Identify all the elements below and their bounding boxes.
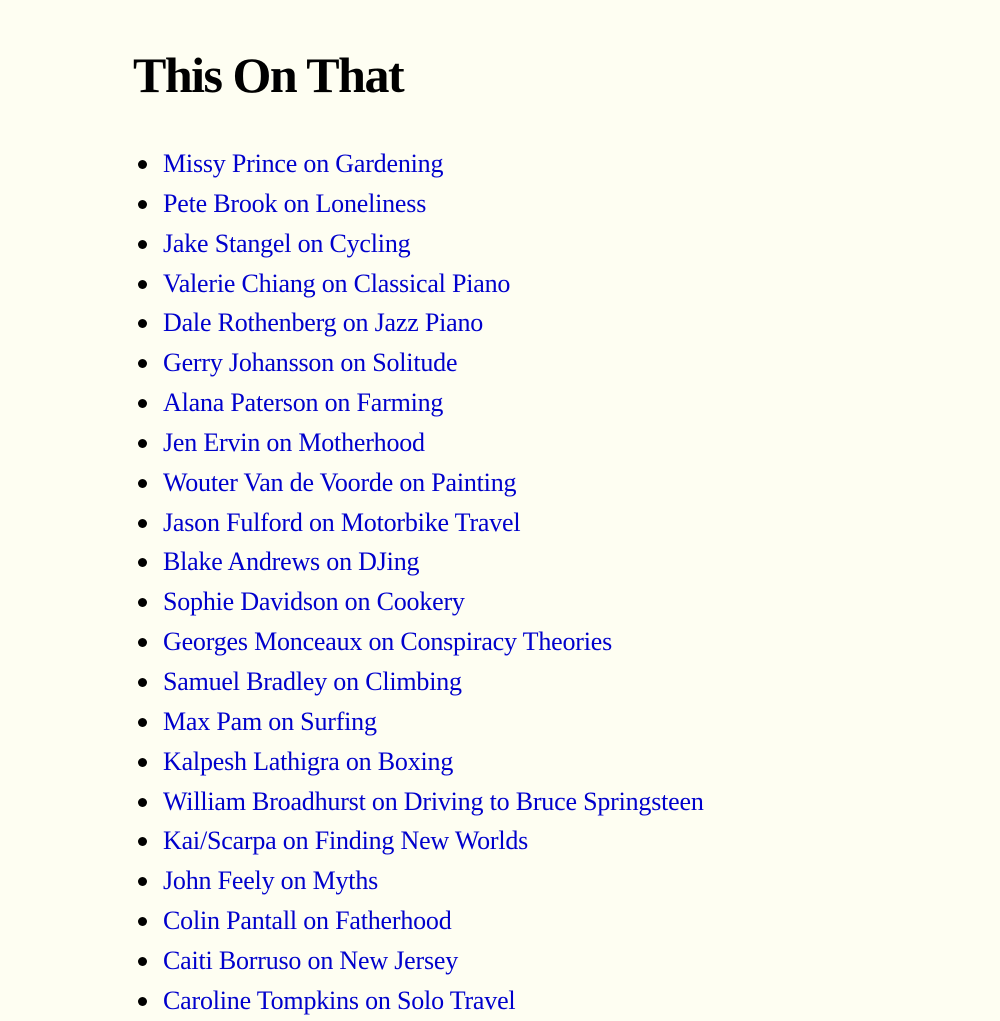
bullet-icon (138, 678, 147, 687)
list-item (163, 224, 704, 264)
bullet-icon (138, 240, 147, 249)
item-link[interactable]: Dale Rothenberg on Jazz Piano (163, 308, 484, 338)
list-item (163, 343, 704, 383)
bullet-icon (138, 917, 147, 926)
item-link[interactable]: John Feely on Myths (163, 866, 379, 896)
page-title: This On That (133, 47, 404, 103)
list-item (163, 742, 704, 782)
list-item (163, 542, 704, 582)
item-link[interactable]: Missy Prince on Gardening (163, 149, 444, 178)
bullet-icon (138, 598, 147, 607)
bullet-icon (138, 359, 147, 368)
list-item (163, 901, 704, 941)
list-item (163, 463, 704, 503)
list-item (163, 622, 704, 662)
list-item (163, 702, 704, 742)
bullet-icon (138, 558, 147, 567)
item-link[interactable]: Wouter Van de Voorde on Painting (163, 467, 517, 497)
list-item (163, 941, 704, 981)
item-link[interactable]: Valerie Chiang on Classical Piano (163, 268, 511, 298)
bullet-icon (138, 877, 147, 886)
bullet-icon (138, 519, 147, 528)
item-link[interactable]: Alana Paterson on Farming (163, 388, 444, 418)
bullet-icon (138, 439, 147, 448)
list-item (163, 184, 704, 224)
list-item (163, 662, 704, 702)
list-item (163, 582, 704, 622)
list-item (163, 383, 704, 423)
link-list (163, 144, 704, 1021)
item-link[interactable]: Caiti Borruso on New Jersey (163, 945, 458, 975)
list-item (163, 821, 704, 861)
bullet-icon (138, 160, 147, 169)
bullet-icon (138, 319, 147, 328)
item-link[interactable]: William Broadhurst on Driving to Bruce Springsteen (163, 786, 704, 816)
list-item (163, 503, 704, 543)
item-link[interactable]: Kalpesh Lathigra on Boxing (163, 746, 454, 776)
item-link[interactable]: Max Pam on Surfing (163, 706, 377, 736)
item-link[interactable]: Pete Brook on Loneliness (163, 188, 427, 218)
bullet-icon (138, 837, 147, 846)
bullet-icon (138, 200, 147, 209)
bullet-icon (138, 718, 147, 727)
list-item (163, 303, 704, 343)
item-link[interactable]: Kai/Scarpa on Finding New Worlds (163, 826, 529, 856)
list-item (163, 423, 704, 463)
item-link[interactable]: Georges Monceaux on Conspiracy Theories (163, 627, 613, 657)
item-link[interactable]: Jen Ervin on Motherhood (163, 427, 425, 457)
list-item (163, 861, 704, 901)
item-link[interactable]: Samuel Bradley on Climbing (163, 666, 462, 696)
list-item (163, 264, 704, 304)
bullet-icon (138, 957, 147, 966)
list-item (163, 144, 704, 184)
list-item (163, 981, 704, 1021)
bullet-icon (138, 638, 147, 647)
bullet-icon (138, 997, 147, 1006)
item-link[interactable]: Caroline Tompkins on Solo Travel (163, 985, 516, 1015)
list-item (163, 782, 704, 822)
item-link[interactable]: Jason Fulford on Motorbike Travel (163, 507, 521, 537)
item-link[interactable]: Jake Stangel on Cycling (163, 228, 411, 258)
bullet-icon (138, 399, 147, 408)
item-link[interactable]: Colin Pantall on Fatherhood (163, 906, 452, 936)
bullet-icon (138, 479, 147, 488)
bullet-icon (138, 280, 147, 289)
item-link[interactable]: Blake Andrews on DJing (163, 547, 420, 577)
item-link[interactable]: Gerry Johansson on Solitude (163, 348, 458, 378)
bullet-icon (138, 758, 147, 767)
item-link[interactable]: Sophie Davidson on Cookery (163, 587, 465, 617)
bullet-icon (138, 798, 147, 807)
